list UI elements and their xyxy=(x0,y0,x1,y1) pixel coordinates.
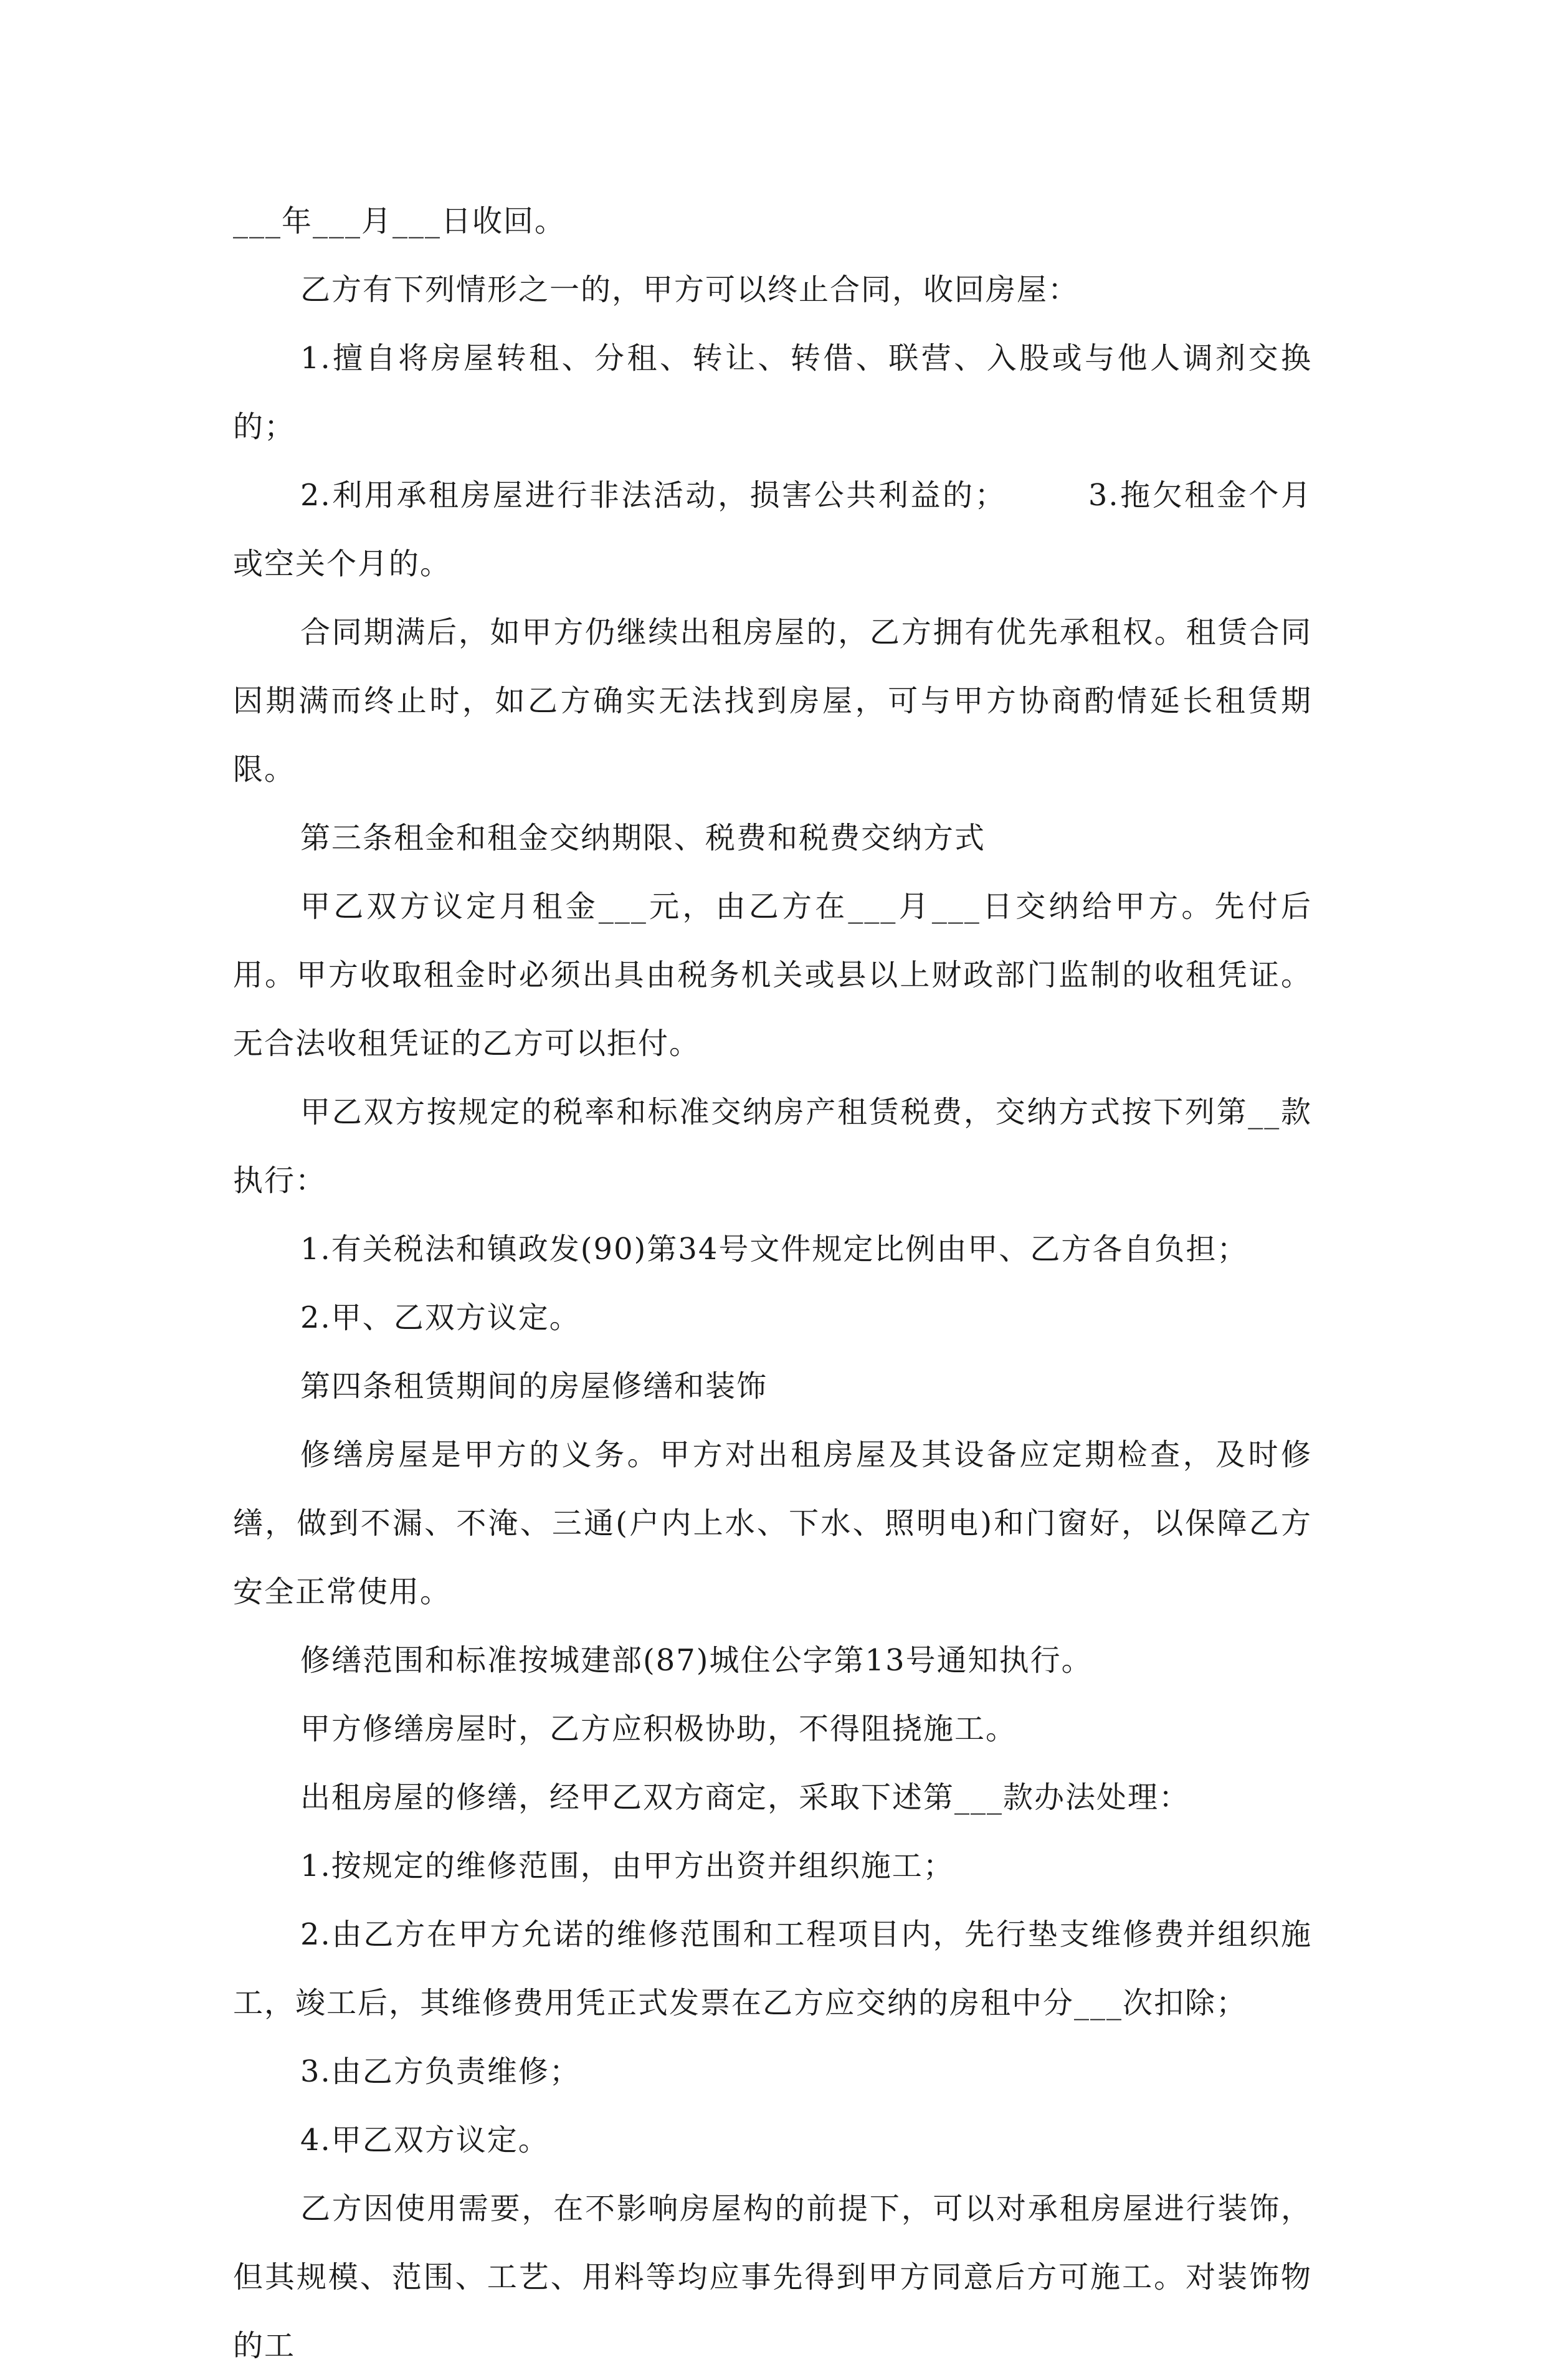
return-date-paragraph: ___年___月___日收回。 xyxy=(233,204,566,239)
termination-item-1: 1.擅自将房屋转租、分租、转让、转借、联营、入股或与他人调剂交换的； xyxy=(233,341,1312,444)
article-4-heading: 第四条租赁期间的房屋修缮和装饰 xyxy=(300,1369,768,1404)
repair-cooperation-paragraph: 甲方修缮房屋时，乙方应积极协助，不得阻挠施工。 xyxy=(300,1711,1017,1746)
repair-standard-paragraph: 修缮范围和标准按城建部(87)城住公字第13号通知执行。 xyxy=(300,1643,1093,1678)
termination-intro-paragraph: 乙方有下列情形之一的，甲方可以终止合同，收回房屋： xyxy=(300,272,1080,307)
repair-item-1: 1.按规定的维修范围，由甲方出资并组织施工； xyxy=(300,1849,954,1883)
renewal-priority-paragraph: 合同期满后，如甲方仍继续出租房屋的，乙方拥有优先承租权。租赁合同因期满而终止时，如乙方确实无法找到房屋，可与甲方协商酌情延长租赁期限。 xyxy=(233,615,1312,787)
repair-item-3: 3.由乙方负责维修； xyxy=(300,2054,581,2089)
repair-method-paragraph: 出租房屋的修缮，经甲乙双方商定，采取下述第___款办法处理： xyxy=(300,1780,1191,1815)
tax-item-1: 1.有关税法和镇政发(90)第34号文件规定比例由甲、乙方各自负担； xyxy=(300,1232,1248,1267)
decoration-paragraph: 乙方因使用需要，在不影响房屋构的前提下，可以对承租房屋进行装饰，但其规模、范围、工艺、用料等均应事先得到甲方同意后方可施工。对装饰物的工 xyxy=(233,2191,1312,2363)
repair-item-4: 4.甲乙双方议定。 xyxy=(300,2123,549,2158)
repair-duty-paragraph: 修缮房屋是甲方的义务。甲方对出租房屋及其设备应定期检查，及时修缮，做到不漏、不淹、三通(户内上水、下水、照明电)和门窗好，以保障乙方安全正常使用。 xyxy=(233,1437,1312,1609)
article-3-heading: 第三条租金和租金交纳期限、税费和税费交纳方式 xyxy=(300,821,986,855)
repair-item-2: 2.由乙方在甲方允诺的维修范围和工程项目内，先行垫支维修费并组织施工，竣工后，其维修费用凭正式发票在乙方应交纳的房租中分___次扣除； xyxy=(233,1917,1312,2021)
contract-body xyxy=(233,187,1312,2380)
tax-method-paragraph: 甲乙双方按规定的税率和标准交纳房产租赁税费，交纳方式按下列第__款执行： xyxy=(233,1095,1312,1198)
termination-item-2-3: 2.利用承租房屋进行非法活动，损害公共利益的； 3.拖欠租金个月或空关个月的。 xyxy=(233,478,1312,581)
tax-item-2: 2.甲、乙双方议定。 xyxy=(300,1300,581,1335)
rent-amount-paragraph: 甲乙双方议定月租金___元，由乙方在___月___日交纳给甲方。先付后用。甲方收取租金时必须出具由税务机关或县以上财政部门监制的收租凭证。无合法收租凭证的乙方可以拒付。 xyxy=(233,889,1312,1061)
